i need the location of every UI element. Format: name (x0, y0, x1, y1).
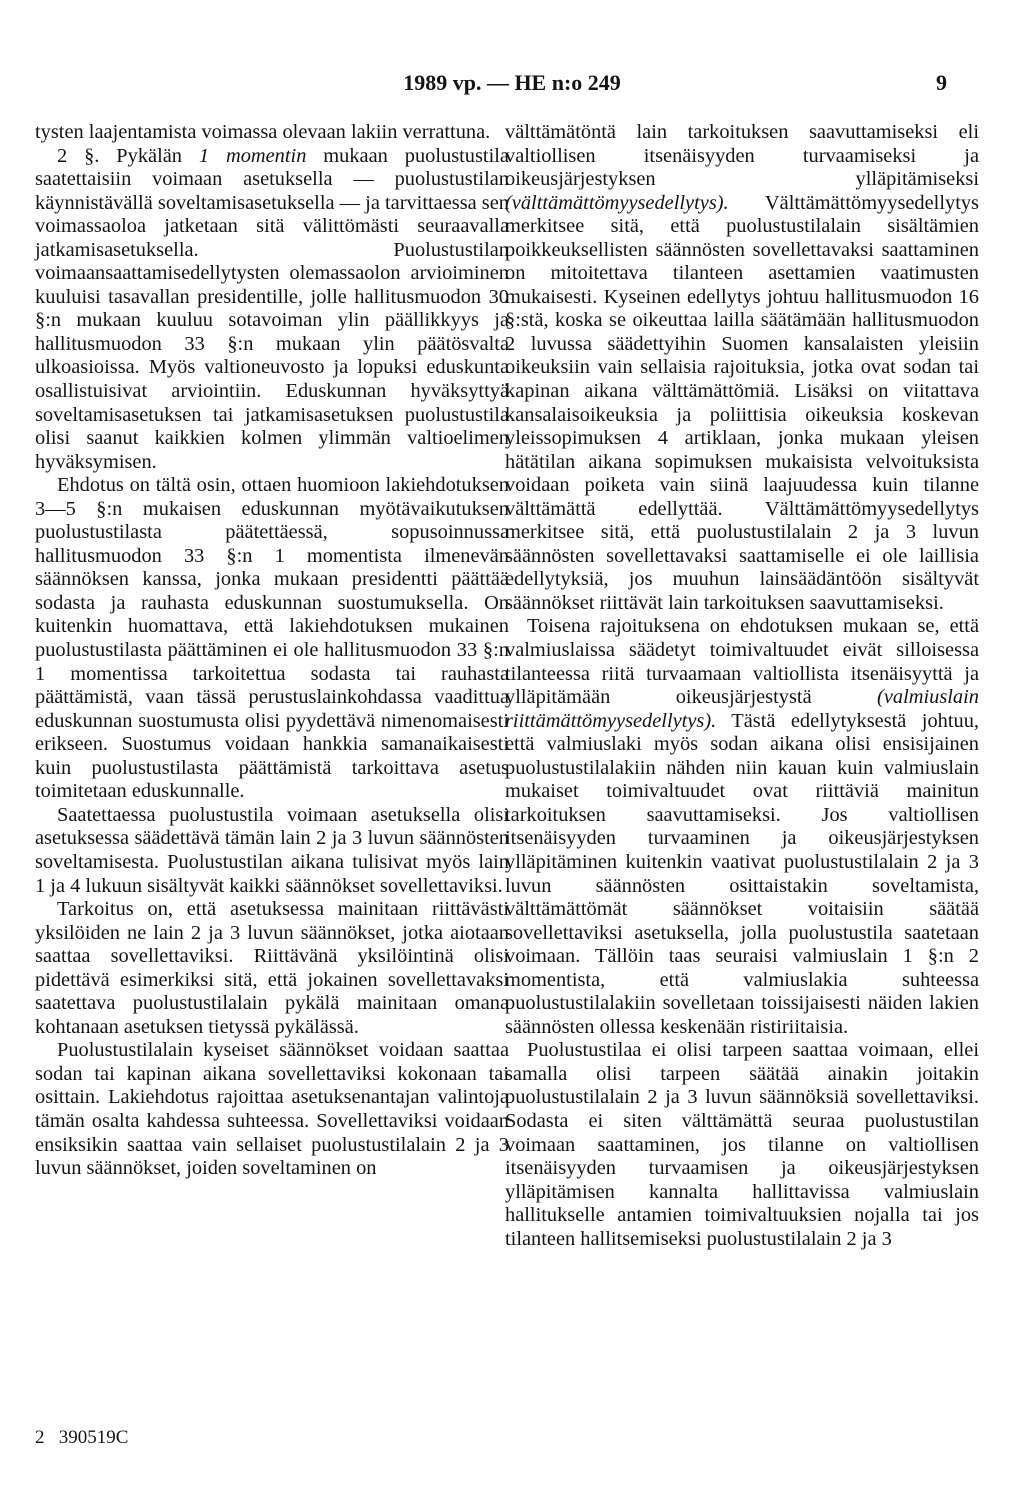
paragraph: Puolustustilalain kyseiset säännökset voidaan saattaa sodan tai kapinan aikana sovellettaviksi kokonaan tai osittain. Lakiehdotus rajoittaa asetuksenantajan valintoja tämän osalta kahdessa suhteessa. Sovellettaviksi voidaan ensiksikin saattaa vain sellaiset puolustustilalain 2 ja 3 luvun säännökset, joiden soveltaminen on (35, 1039, 509, 1180)
page-number: 9 (936, 70, 947, 95)
text-run: 2 §. Pykälän (57, 144, 199, 167)
header-title: 1989 vp. — HE n:o 249 (403, 70, 621, 95)
paragraph-section-2 (35, 145, 509, 475)
footer-code (35, 1427, 128, 1449)
text-run: välttämätöntä lain tarkoituksen saavuttamiseksi eli valtiollisen itsenäisyyden turvaamiseksi ja oikeusjärjestyksen ylläpitämiseksi (505, 121, 979, 191)
paragraph: Tarkoitus on, että asetuksessa mainitaan riittävästi yksilöiden ne lain 2 ja 3 luvun säännökset, jotka aiotaan saattaa sovellettaviksi. Riittävänä yksilöintinä olisi pidettävä esimerkiksi sitä, että jokainen sovellettavaksi saatettava puolustustilalain pykälä mainitaan omana kohtanaan asetuksen tietyssä pykälässä. (35, 898, 509, 1038)
right-column (505, 121, 979, 1251)
text-run: Tästä edellytyksestä johtuu, että valmiuslaki myös sodan aikana olisi ensisijainen puolustustilalakiin nähden niin kauan kuin valmiuslain mukaiset toimivaltuudet ovat riittäviä mainitun tarkoituksen saavuttamiseksi. Jos valtiollisen itsenäisyyden turvaaminen ja oikeusjärjestyksen ylläpitäminen kuitenkin vaativat puolustustilalain 2 ja 3 luvun säännösten osittaistakin soveltamista, välttämättömät säännökset voitaisiin säätää sovellettaviksi asetuksella, jolla puolustustila saatetaan voimaan. Tällöin taas seuraisi valmiuslain 1 §:n 2 momentista, että valmiuslakia suhteessa puolustustilalakiin sovelletaan toissijaisesti näiden lakien säännösten ollessa keskenään ristiriitaisia. (505, 709, 979, 1038)
paragraph: Puolustustilaa ei olisi tarpeen saattaa voimaan, ellei samalla olisi tarpeen säätää ainakin joitakin puolustustilalain 2 ja 3 luvun säännöksiä sovellettaviksi. Sodasta ei siten välttämättä seuraa puolustustilan voimaan saattaminen, jos tilanne on valtiollisen itsenäisyyden turvaamisen ja oikeusjärjestyksen ylläpitämisen kannalta hallittavissa valmiuslain hallitukselle antamien toimivaltuuksien nojalla tai jos tilanteen hallitsemiseksi puolustustilalain 2 ja 3 (505, 1039, 979, 1250)
text-run: mukaan puolustustila saatettaisiin voimaan asetuksella — puolustustilan käynnistävällä soveltamisasetuksella — ja tarvittaessa sen voimassaoloa jatketaan sitä välittömästi seuraavalla jatkamisasetuksella. Puolustustilan voimaansaattamisedellytysten olemassaolon arvioiminen kuuluisi tasavallan presidentille, jolle hallitusmuodon 30 §:n mukaan kuuluu sotavoiman ylin päällikkyys ja hallitusmuodon 33 §:n mukaan ylin päätösvalta ulkoasioissa. Myös valtioneuvosto ja lopuksi eduskunta osallistuisivat arviointiin. Eduskunnan hyväksyttyä soveltamisasetuksen tai jatkamisasetuksen puolustustila olisi saanut kaikkien kolmen ylimmän valtioelimen hyväksymisen. (35, 144, 509, 473)
text-run: Välttämättömyysedellytys merkitsee sitä, että puolustustilalain sisältämien poikkeuksellisten säännösten sovellettavaksi saattaminen on mitoitettava tilanteen asettamien vaatimusten mukaisesti. Kyseinen edellytys johtuu hallitusmuodon 16 §:stä, koska se oikeuttaa lailla säätämään hallitusmuodon 2 luvussa säädettyihin Suomen kansalaisten yleisiin oikeuksiin vain sellaisia rajoituksia, jotka ovat sodan tai kapinan aikana välttämättömiä. Lisäksi on viitattava kansalaisoikeuksia ja poliittisia oikeuksia koskevan yleissopimuksen 4 artiklaan, jonka mukaan yleisen hätätilan aikana sopimuksen mukaisista velvoituksista voidaan poiketa vain siinä laajuudessa kuin tilanne välttämättä edellyttää. Välttämättömyysedellytys merkitsee sitä, että puolustustilalain 2 ja 3 luvun säännösten sovellettavaksi saattamiselle ei ole laillisia edellytyksiä, jos muuhun lainsäädäntöön sisältyvät säännökset riittävät lain tarkoituksen saavuttamiseksi. (505, 191, 979, 614)
left-column (35, 121, 509, 1181)
paragraph: Saatettaessa puolustustila voimaan asetuksella olisi asetuksessa säädettävä tämän lain 2 ja 3 luvun säännösten soveltamisesta. Puolustustilan aikana tulisivat myös lain 1 ja 4 lukuun sisältyvät kaikki säännökset sovellettaviksi. (35, 803, 509, 897)
emphasis: (välttämättömyysedellytys). (505, 191, 729, 214)
emphasis: 1 momentin (198, 144, 307, 167)
paragraph: tysten laajentamista voimassa olevaan lakiin verrattuna. (35, 121, 491, 143)
paragraph: Ehdotus on tältä osin, ottaen huomioon lakiehdotuksen 3—5 §:n mukaisen eduskunnan myötävaikutuksen puolustustilasta päätettäessä, sopusoinnussa hallitusmuodon 33 §:n 1 momentista ilmenevän säännöksen kanssa, jonka mukaan presidentti päättää sodasta ja rauhasta eduskunnan suostumuksella. On kuitenkin huomattava, että lakiehdotuksen mukainen puolustustilasta päättäminen ei ole hallitusmuodon 33 §:n 1 momentissa tarkoitettua sodasta tai rauhasta päättämistä, vaan tässä perustuslainkohdassa vaadittua eduskunnan suostumusta olisi pyydettävä nimenomaisesti erikseen. Suostumus voidaan hankkia samanaikaisesti kuin puolustustilasta päättämistä tarkoittava asetus toimitetaan eduskunnalle. (35, 474, 509, 803)
emphasis: (valmiuslain riittämättömyysedellytys). (505, 686, 979, 732)
page-header (0, 70, 1024, 100)
paragraph (505, 615, 979, 1039)
footer-text: 2 390519C (35, 1427, 129, 1448)
text-run: Toisena rajoituksena on ehdotuksen mukaan se, että valmiuslaissa säädetyt toimivaltuudet eivät silloisessa tilanteessa riitä turvaamaan valtiollista itsenäisyyttä ja ylläpitämään oikeusjärjestystä (505, 615, 979, 709)
paragraph (505, 121, 979, 615)
